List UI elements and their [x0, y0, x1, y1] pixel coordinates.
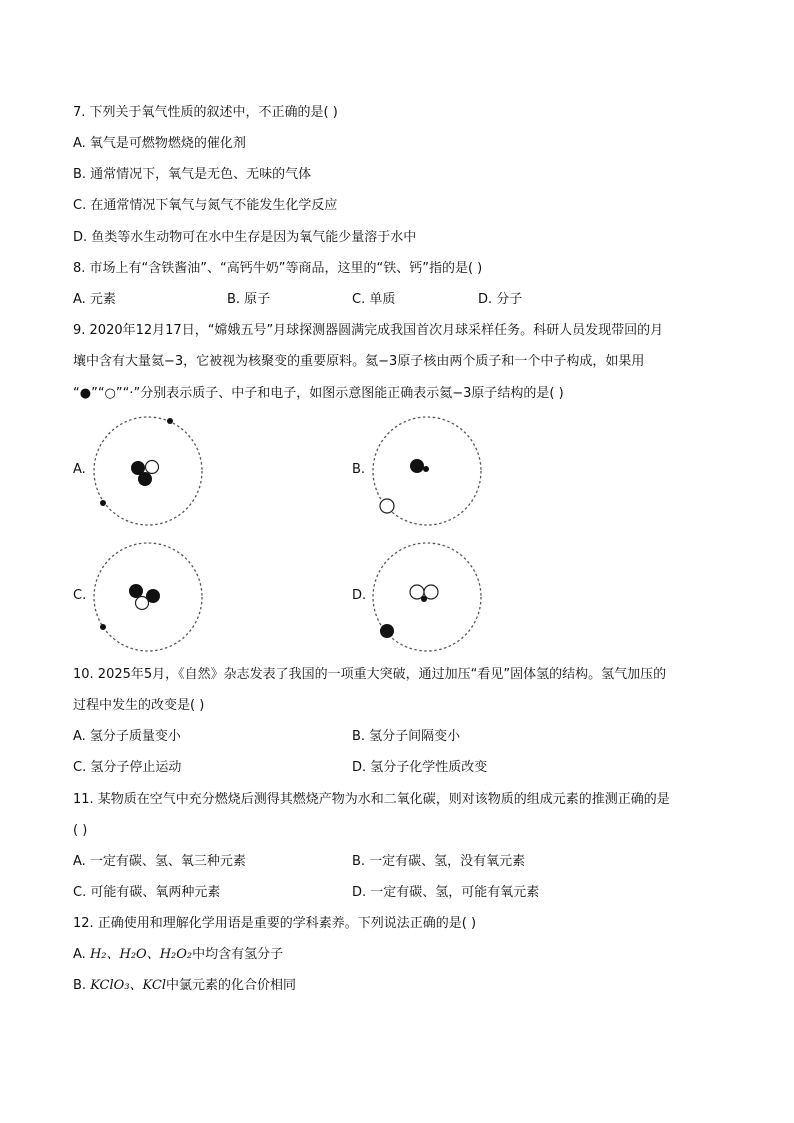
q10-option-c: C. 氢分子停止运动	[73, 760, 182, 775]
neutron	[380, 499, 394, 513]
electron	[100, 500, 106, 506]
q7-option-c: C. 在通常情况下氧气与氮气不能发生化学反应	[73, 198, 338, 213]
q9-stem-line1: 9. 2020年12月17日，“嫦娥五号”月球探测器圆满完成我国首次月球采样任务。科研人员发现带回的月	[73, 323, 664, 338]
q10-option-b: B. 氢分子间隔变小	[352, 729, 461, 744]
q12-stem: 12. 正确使用和理解化学用语是重要的学科素养。下列说法正确的是( )	[73, 916, 477, 931]
electron	[167, 418, 173, 424]
atom-diagram-c	[90, 539, 206, 655]
q12-option-a-prefix: A.	[73, 947, 90, 962]
proton	[380, 624, 394, 638]
q10-option-a: A. 氢分子质量变小	[73, 729, 181, 744]
electron	[423, 466, 429, 472]
proton	[138, 472, 152, 486]
q8-option-d: D. 分子	[478, 292, 523, 307]
q7-stem: 7. 下列关于氧气性质的叙述中，不正确的是( )	[73, 105, 338, 120]
q8-option-c: C. 单质	[352, 292, 396, 307]
q8-option-b: B. 原子	[227, 292, 271, 307]
q12-option-a	[73, 946, 283, 964]
q7-option-a: A. 氧气是可燃物燃烧的催化剂	[73, 136, 246, 151]
figure-d-label: D.	[352, 588, 367, 603]
q9-stem-line2: 壤中含有大量氦−3，它被视为核聚变的重要原料。氦−3原子核由两个质子和一个中子构成，如果用	[73, 354, 645, 369]
q11-stem-line2: ( )	[73, 823, 88, 838]
proton	[410, 459, 424, 473]
electron	[421, 596, 427, 602]
q11-stem-line1: 11. 某物质在空气中充分燃烧后测得其燃烧产物为水和二氧化碳，则对该物质的组成元素的推测正确的是	[73, 792, 670, 807]
q12-option-a-formula: H₂、H₂O、H₂O₂	[89, 947, 193, 962]
q11-option-d: D. 一定有碳、氢，可能有氧元素	[352, 885, 540, 900]
q12-option-b-formula: KClO₃、KCl	[90, 978, 166, 993]
electron	[100, 624, 106, 630]
figure-a-label: A.	[73, 462, 86, 477]
q10-stem-line2: 过程中发生的改变是( )	[73, 698, 205, 713]
q11-option-b: B. 一定有碳、氢，没有氧元素	[352, 854, 526, 869]
atom-diagram-a	[90, 413, 206, 529]
q12-option-a-text: 中均含有氢分子	[192, 947, 284, 962]
q12-option-b	[73, 977, 296, 995]
figure-b-label: B.	[352, 462, 366, 477]
q7-option-d: D. 鱼类等水生动物可在水中生存是因为氧气能少量溶于水中	[73, 230, 417, 245]
neutron	[136, 597, 149, 610]
q12-option-b-text: 中氯元素的化合价相同	[166, 978, 297, 993]
atom-diagram-d	[369, 539, 485, 655]
q11-option-a: A. 一定有碳、氢、氧三种元素	[73, 854, 246, 869]
figure-c-label: C.	[73, 588, 87, 603]
q10-stem-line1: 10. 2025年5月，《自然》杂志发表了我国的一项重大突破，通过加压“看见”固体氢的结构。氢气加压的	[73, 667, 667, 682]
neutron	[146, 461, 159, 474]
q9-stem-line3: “●”“○”“·”分别表示质子、中子和电子，如图示意图能正确表示氦−3原子结构的是( )	[73, 386, 564, 401]
q11-option-c: C. 可能有碳、氧两种元素	[73, 885, 221, 900]
proton	[129, 584, 143, 598]
q7-option-b: B. 通常情况下，氧气是无色、无味的气体	[73, 167, 312, 182]
q10-option-d: D. 氢分子化学性质改变	[352, 760, 488, 775]
atom-diagram-b	[369, 413, 485, 529]
q8-option-a: A. 元素	[73, 292, 116, 307]
q12-option-b-prefix: B.	[73, 978, 91, 993]
q8-stem: 8. 市场上有“含铁酱油”、“高钙牛奶”等商品，这里的“铁、钙”指的是( )	[73, 261, 483, 276]
